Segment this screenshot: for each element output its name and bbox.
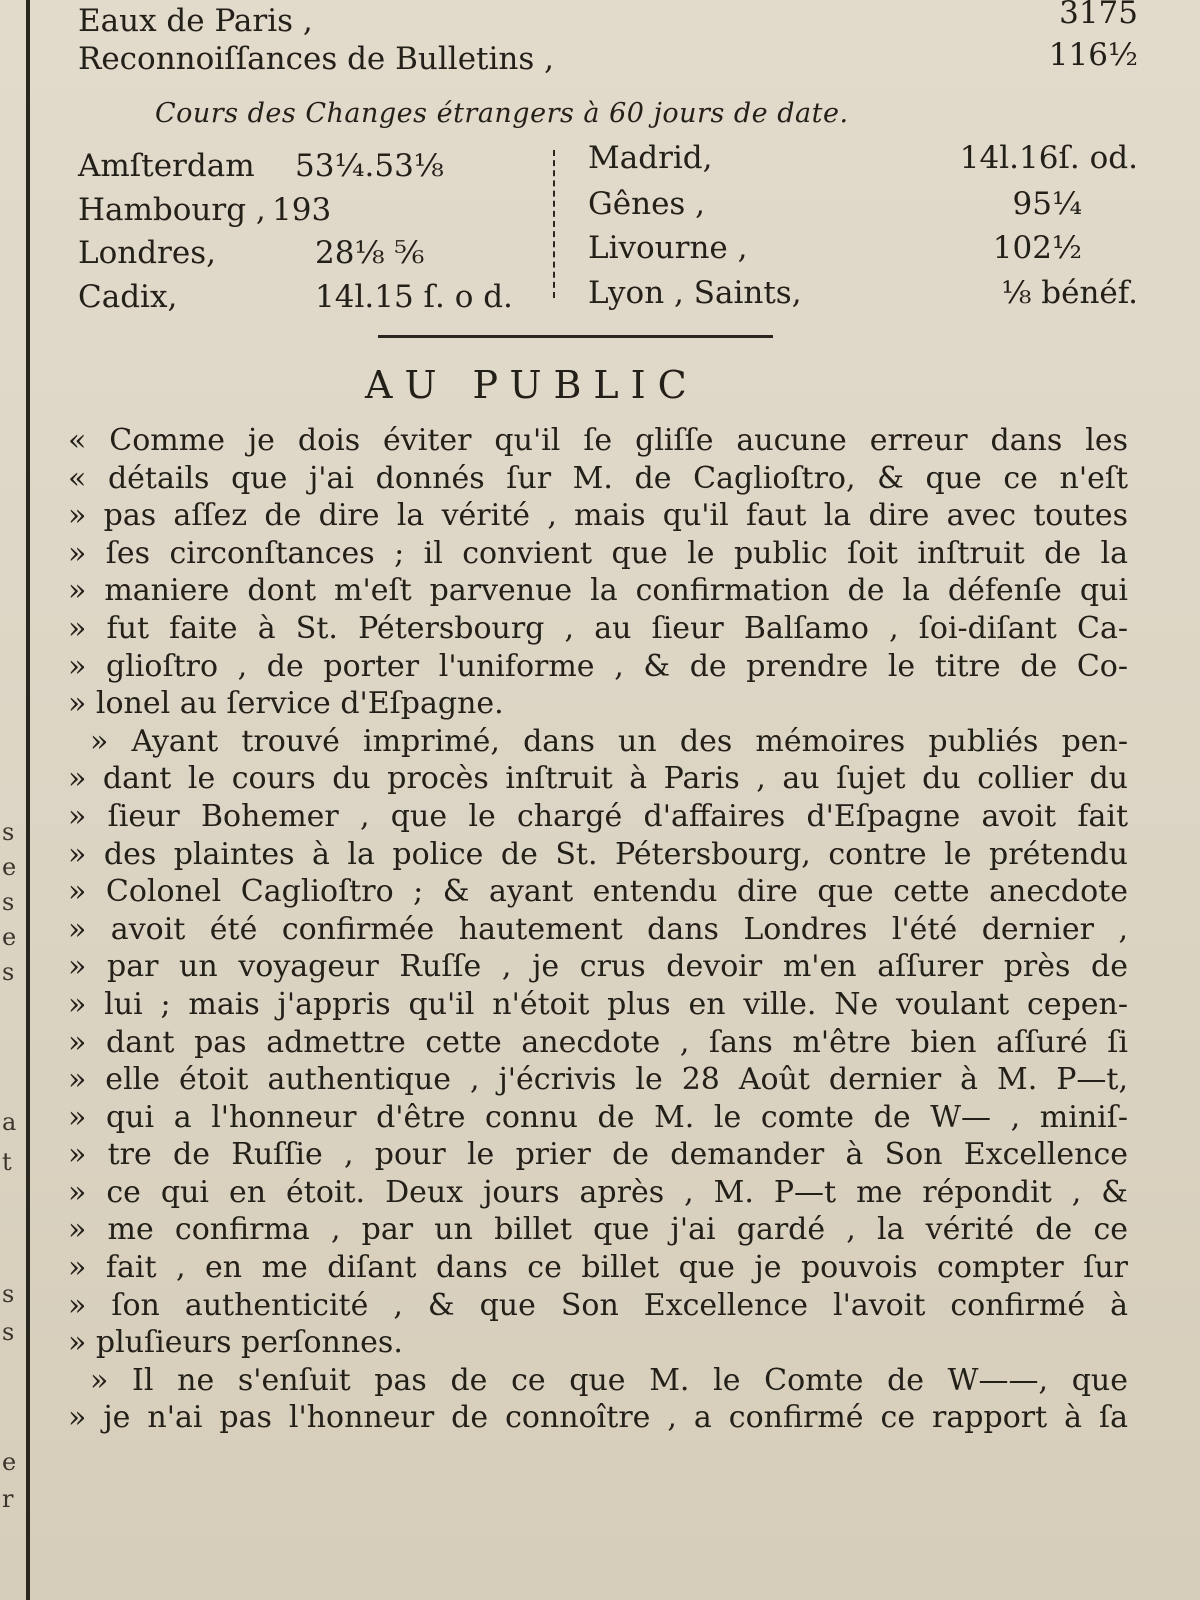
text-line: » Il ne s'enſuit pas de ce que M. le Comte de W——, que (90, 1362, 1128, 1398)
exchange-rate: 102½ (992, 230, 1082, 266)
exchange-rate: 95¼ (1012, 186, 1082, 222)
margin-letter: e (2, 923, 17, 951)
text-line: » je n'ai pas l'honneur de connoître , a confirmé ce rapport à ſa (68, 1400, 1128, 1436)
exchange-rate: 14l.16ſ. od. (959, 140, 1138, 176)
text-line: » avoit été confirmée hautement dans Londres l'été dernier , (68, 911, 1128, 947)
text-line: » lui ; mais j'appris qu'il n'étoit plus en ville. Ne voulant cepen- (68, 986, 1128, 1022)
margin-letter: s (2, 818, 15, 846)
text-line: « détails que j'ai donnés ſur M. de Caglioſtro, & que ce n'eſt (68, 460, 1128, 496)
exchange-city: Gênes , (588, 186, 706, 222)
text-line: » ſieur Bohemer , que le chargé d'affaires d'Eſpagne avoit fait (68, 798, 1128, 834)
paragraph (68, 422, 1128, 723)
text-line: » tre de Ruſſie , pour le prier de demander à Son Excellence (68, 1137, 1128, 1173)
margin-letter: s (2, 1280, 15, 1308)
listing-value: 3175 (1059, 0, 1138, 31)
exchange-city: Amſterdam (78, 148, 255, 184)
margin-letter: r (2, 1485, 14, 1513)
exchange-rate: 28⅛ ⅚ (315, 235, 425, 271)
text-line: » fait , en me diſant dans ce billet que je pouvois compter ſur (68, 1250, 1128, 1286)
listing-value: 116½ (1048, 37, 1138, 73)
text-line: » des plaintes à la police de St. Pétersbourg, contre le prétendu (68, 836, 1128, 872)
listing-row (78, 2, 1128, 40)
exchange-title: Cours des Changes étrangers à 60 jours de date. (155, 98, 849, 129)
text-line: » ce qui en étoit. Deux jours après , M. P—t me répondit , & (68, 1174, 1128, 1210)
text-line: » maniere dont m'eſt parvenue la confirmation de la défenſe qui (68, 573, 1128, 609)
exchange-rate: 14l.15 ſ. o d. (315, 279, 513, 315)
exchange-city: Londres, (78, 235, 216, 271)
text-line: » Ayant trouvé imprimé, dans un des mémoires publiés pen- (90, 723, 1128, 759)
margin-letter: e (2, 853, 17, 881)
text-line: » Colonel Caglioſtro ; & ayant entendu dire que cette anecdote (68, 874, 1128, 910)
margin-letter: t (2, 1148, 12, 1176)
text-line: » fut faite à St. Pétersbourg , au ſieur Balſamo , ſoi-diſant Ca- (68, 610, 1128, 646)
margin-letter: s (2, 958, 15, 986)
text-line: » dant le cours du procès inſtruit à Paris , au ſujet du collier du (68, 761, 1128, 797)
text-line: » pas aſſez de dire la vérité , mais qu'il faut la dire avec toutes (68, 498, 1128, 534)
paragraph (68, 723, 1128, 1362)
text-line: » me confirma , par un billet que j'ai gardé , la vérité de ce (68, 1212, 1128, 1248)
text-line: » pluſieurs perſonnes. (68, 1325, 403, 1361)
text-line: » ſon authenticité , & que Son Excellence l'avoit confirmé à (68, 1287, 1128, 1323)
text-line: « Comme je dois éviter qu'il ſe gliſſe aucune erreur dans les (68, 423, 1128, 458)
exchange-city: Madrid, (588, 140, 713, 176)
exchange-city: Lyon , Saints, (588, 275, 802, 311)
section-heading: AU PUBLIC (365, 363, 699, 407)
exchange-city: Hambourg , (78, 192, 266, 228)
section-rule (378, 335, 773, 338)
margin-letter: a (2, 1108, 17, 1136)
margin-letter: s (2, 888, 15, 916)
listing-row (78, 40, 1128, 78)
margin-letter: e (2, 1448, 17, 1476)
text-line: » qui a l'honneur d'être connu de M. le comte de W— , miniſ- (68, 1099, 1128, 1135)
text-line: » ſes circonſtances ; il convient que le public ſoit inſtruit de la (68, 535, 1128, 571)
exchange-city: Livourne , (588, 230, 748, 266)
exchange-rate: 53¼.53⅛ (295, 148, 444, 184)
exchange-rate: ⅛ bénéf. (1001, 275, 1138, 311)
exchange-rate: 193 (272, 192, 332, 228)
text-line: » glioſtro , de porter l'uniforme , & de prendre le titre de Co- (68, 648, 1128, 684)
text-line: » dant pas admettre cette anecdote , ſans m'être bien aſſuré ſi (68, 1024, 1128, 1060)
text-line: » par un voyageur Ruſſe , je crus devoir m'en aſſurer près de (68, 949, 1128, 985)
paragraph (68, 1362, 1128, 1437)
article-body (68, 422, 1128, 1437)
text-line: » elle étoit authentique , j'écrivis le 28 Août dernier à M. P—t, (68, 1062, 1128, 1098)
listing-label: Eaux de Paris , (78, 3, 313, 39)
text-line: » lonel au ſervice d'Eſpagne. (68, 686, 504, 722)
exchange-city: Cadix, (78, 279, 178, 315)
listing-label: Reconnoiſſances de Bulletins , (78, 41, 555, 77)
exchange-divider (553, 150, 557, 298)
margin-letter: s (2, 1318, 15, 1346)
